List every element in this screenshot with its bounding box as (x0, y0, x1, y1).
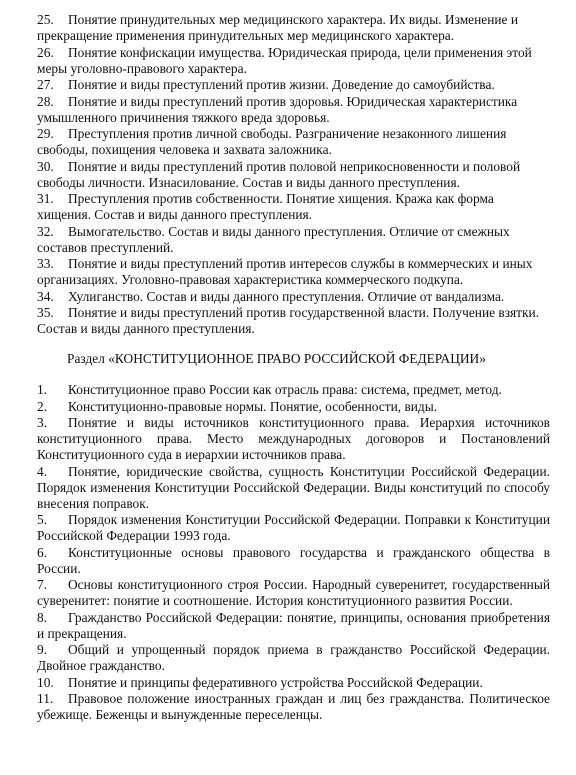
list-item (37, 610, 550, 642)
item-text: Гражданство Российской Федерации: понятие, принципы, основания приобретения и прекращения. (37, 609, 550, 641)
item-number: 6. (37, 544, 48, 560)
item-text: Понятие и виды преступлений против здоровья. Юридическая характеристика умышленного причинения тяжкого вреда здоровья. (37, 93, 518, 125)
item-text: Понятие и виды преступлений против жизни. Доведение до самоубийства. (68, 77, 495, 92)
item-number: 7. (37, 577, 48, 592)
item-number: 34. (37, 288, 54, 304)
list-item (37, 256, 550, 288)
item-number: 1. (37, 382, 48, 397)
item-text: Преступления против личной свободы. Разграничение незаконного лишения свободы, похищения человека и захвата заложника. (37, 126, 507, 157)
item-text: Понятие принудительных мер медицинского характера. Их виды. Изменение и прекращение применения принудительных мер медицинского характера. (37, 12, 519, 43)
list-item (37, 224, 550, 256)
list-item (37, 305, 550, 337)
list-item (37, 382, 550, 398)
item-text: Понятие, юридические свойства, сущность Конституции Российской Федерации. Порядок изменения Конституции Российской Федерации. Виды конституций по способу внесения поправок. (37, 463, 550, 511)
list-item (37, 126, 550, 158)
list-item (37, 577, 550, 609)
item-text: Понятие и принципы федеративного устройства Российской Федерации. (68, 674, 483, 690)
item-text: Порядок изменения Конституции Российской Федерации. Поправки к Конституции Российской Федерации 1993 года. (37, 512, 550, 543)
list-item (37, 191, 550, 223)
item-number: 27. (37, 77, 54, 92)
item-text: Понятие и виды преступлений против интересов службы в коммерческих и иных организациях. Уголовно-правовая характеристика коммерческого подкупа. (37, 256, 533, 287)
list-item (37, 545, 550, 577)
item-number: 28. (37, 93, 54, 109)
list-item (37, 159, 550, 191)
list-item (37, 289, 550, 305)
list-item (37, 464, 550, 512)
item-text: Понятие конфискации имущества. Юридическая природа, цели применения этой меры уголовно-правового характера. (37, 44, 532, 76)
list-item (37, 12, 550, 44)
item-number: 25. (37, 12, 54, 27)
item-number: 8. (37, 609, 48, 625)
list-item (37, 45, 550, 77)
item-number: 9. (37, 642, 48, 657)
item-number: 10. (37, 674, 54, 690)
item-text: Основы конституционного строя России. Народный суверенитет, государственный суверенитет: понятие и соотношение. История конституционного развития России. (37, 577, 550, 608)
constitutional-law-questions-list (37, 382, 550, 723)
item-number: 29. (37, 126, 54, 141)
item-number: 30. (37, 158, 54, 174)
list-item (37, 399, 550, 415)
criminal-law-questions-list (37, 12, 550, 337)
list-item (37, 415, 550, 463)
item-text: Понятие и виды преступлений против государственной власти. Получение взятки. Состав и виды данного преступления. (37, 305, 540, 336)
item-text: Конституционное право России как отрасль права: система, предмет, метод. (68, 382, 502, 397)
item-text: Преступления против собственности. Понятие хищения. Кража как форма хищения. Состав и виды данного преступления. (37, 191, 494, 222)
list-item (37, 691, 550, 723)
list-item (37, 512, 550, 544)
item-text: Вымогательство. Состав и виды данного преступления. Отличие от смежных составов преступлений. (37, 223, 510, 255)
list-item (37, 77, 550, 93)
item-number: 3. (37, 415, 48, 430)
item-number: 32. (37, 223, 54, 239)
item-number: 5. (37, 512, 48, 527)
item-text: Конституционные основы правового государства и гражданского общества в России. (37, 544, 550, 576)
item-number: 2. (37, 398, 48, 414)
item-number: 26. (37, 44, 54, 60)
item-number: 35. (37, 305, 54, 320)
item-text: Правовое положение иностранных граждан и лиц без гражданства. Политическое убежище. Беженцы и вынужденные переселенцы. (37, 691, 550, 722)
list-item (37, 675, 550, 691)
item-number: 4. (37, 463, 48, 479)
item-text: Конституционно-правовые нормы. Понятие, особенности, виды. (68, 398, 438, 414)
item-text: Понятие и виды преступлений против половой неприкосновенности и половой свободы личности. Изнасилование. Состав и виды данного преступления. (37, 158, 521, 190)
section-heading: Раздел «КОНСТИТУЦИОННОЕ ПРАВО РОССИЙСКОЙ ФЕДЕРАЦИИ» (67, 351, 486, 366)
item-number: 33. (37, 256, 54, 271)
item-number: 31. (37, 191, 54, 206)
item-number: 11. (37, 691, 54, 706)
item-text: Понятие и виды источников конституционного права. Иерархия источников конституционного права. Место международных договоров и Постановлений Конституционного суда в иерархии источников права. (37, 415, 550, 462)
list-item (37, 94, 550, 126)
item-text: Общий и упрощенный порядок приема в гражданство Российской Федерации. Двойное гражданство. (37, 642, 550, 673)
item-text: Хулиганство. Состав и виды данного преступления. Отличие от вандализма. (68, 288, 505, 304)
list-item (37, 642, 550, 674)
